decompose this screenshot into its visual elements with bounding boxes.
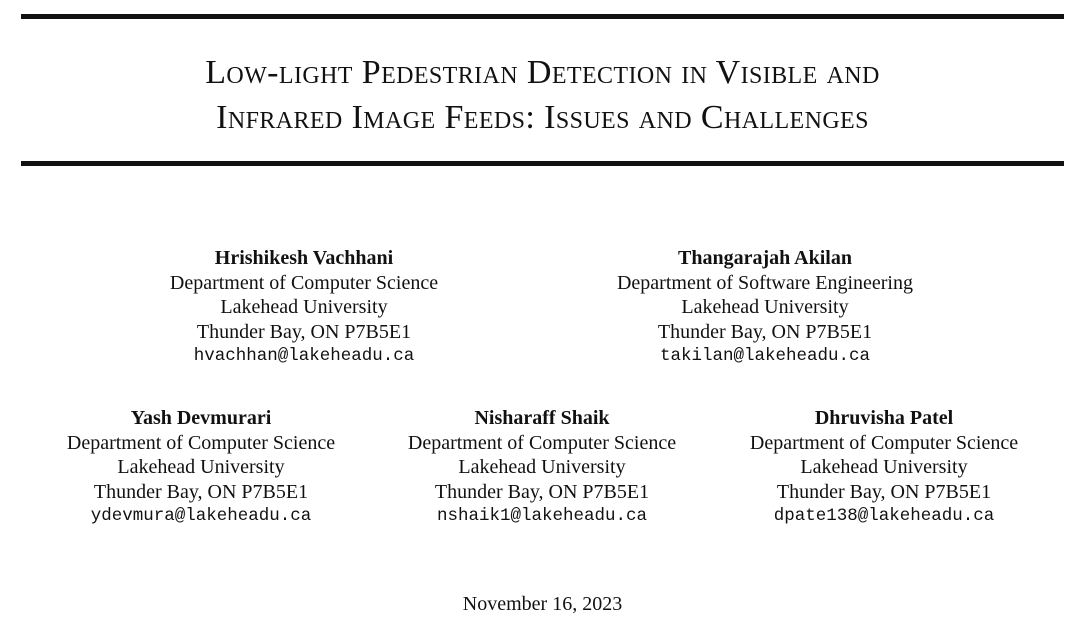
author-block-vachhani (124, 246, 484, 369)
paper-title-line-2: Infrared Image Feeds: Issues and Challenges (216, 99, 869, 136)
author-email[interactable]: hvachhan@lakeheadu.ca (193, 346, 415, 366)
author-department: Department of Computer Science (407, 431, 677, 454)
author-university: Lakehead University (800, 456, 968, 478)
author-block-patel (704, 406, 1064, 529)
author-block-devmurari (21, 406, 381, 529)
paper-title (21, 50, 1064, 140)
author-university: Lakehead University (117, 456, 285, 478)
author-name: Hrishikesh Vachhani (214, 247, 394, 269)
author-department: Department of Computer Science (749, 431, 1019, 454)
title-top-rule (21, 14, 1064, 19)
author-university: Lakehead University (681, 296, 849, 318)
author-location: Thunder Bay, ON P7B5E1 (434, 480, 650, 503)
author-email[interactable]: nshaik1@lakeheadu.ca (436, 506, 648, 526)
author-department: Department of Computer Science (169, 271, 439, 294)
author-name: Yash Devmurari (130, 407, 272, 429)
author-email[interactable]: ydevmura@lakeheadu.ca (90, 506, 312, 526)
paper-title-line-1: Low-light Pedestrian Detection in Visible and (205, 54, 880, 91)
author-department: Department of Computer Science (66, 431, 336, 454)
author-name: Nisharaff Shaik (474, 407, 610, 429)
author-name: Dhruvisha Patel (814, 407, 954, 429)
author-location: Thunder Bay, ON P7B5E1 (657, 320, 873, 343)
author-name: Thangarajah Akilan (678, 247, 852, 269)
author-email[interactable]: takilan@lakeheadu.ca (659, 346, 871, 366)
publication-date: November 16, 2023 (462, 593, 623, 615)
author-block-shaik (362, 406, 722, 529)
author-email[interactable]: dpate138@lakeheadu.ca (773, 506, 995, 526)
author-location: Thunder Bay, ON P7B5E1 (93, 480, 309, 503)
author-location: Thunder Bay, ON P7B5E1 (196, 320, 412, 343)
author-university: Lakehead University (458, 456, 626, 478)
author-block-akilan (585, 246, 945, 369)
author-university: Lakehead University (220, 296, 388, 318)
title-bottom-rule (21, 161, 1064, 166)
author-location: Thunder Bay, ON P7B5E1 (776, 480, 992, 503)
author-department: Department of Software Engineering (616, 271, 913, 294)
